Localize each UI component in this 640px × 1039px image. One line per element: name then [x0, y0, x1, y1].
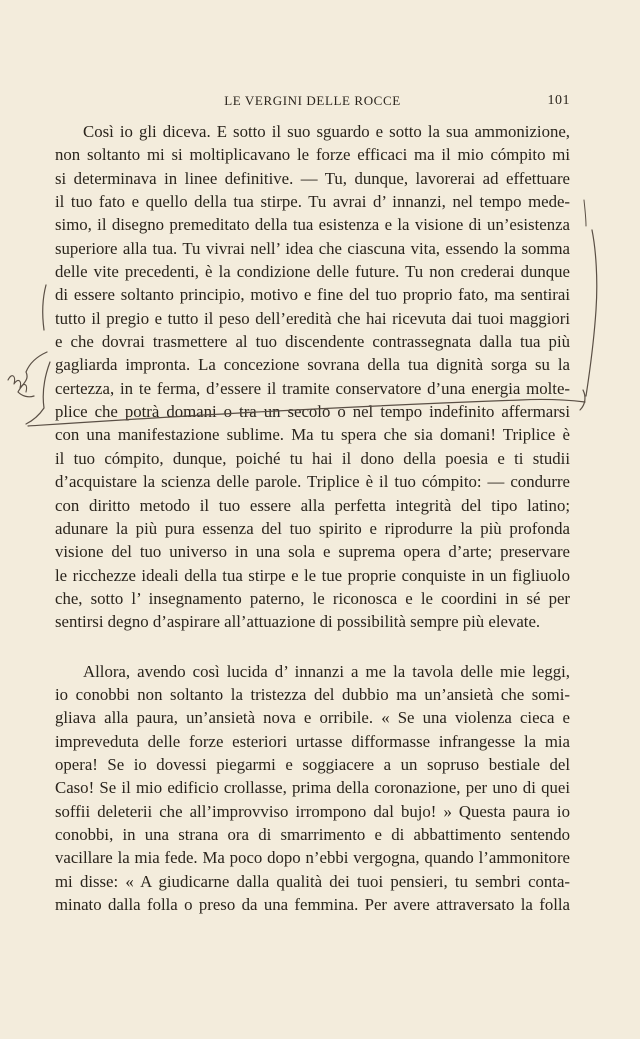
text-line: Caso! Se il mio edificio crollasse, prima della coronazione, per uno di quei [55, 778, 570, 798]
text-line: gliava alla paura, un’ansietà nova e orribile. « Se una violenza cieca e [55, 708, 570, 728]
text-line: vacillare la mia fede. Ma poco dopo n’ebbi vergogna, quando l’ammonitore [55, 848, 570, 868]
text-line: mi disse: « A giudicarne dalla qualità dei tuoi pensieri, tu sembri conta- [55, 871, 570, 891]
text-line: si determinava in linee definitive. — Tu, dunque, lavorerai ad effettuare [55, 168, 570, 188]
text-line: gagliarda impronta. La concezione sovrana della tua dignità sorga su la [55, 355, 570, 375]
text-line: le ricchezze ideali della tua stirpe e le tue proprie conquiste in un figliuolo [55, 565, 570, 585]
text-line: il tuo fato e quello della tua stirpe. Tu avrai d’ innanzi, nel tempo mede- [55, 192, 570, 212]
text-line: soffii deleterii che all’improvviso irrompono dal bujo! » Questa paura io [55, 801, 570, 821]
text-line: di essere soltanto principio, motivo e fine del tuo proprio fato, ma sentirai [55, 285, 570, 305]
text-line: adunare la più pura essenza del tuo spirito e riprodurre la più profonda [55, 518, 570, 538]
running-head [55, 93, 570, 113]
text-line: con una manifestazione sublime. Ma tu spera che sia domani! Triplice è [55, 425, 570, 445]
text-line: non soltanto mi si moltiplicavano le forze efficaci ma il mio cómpito mi [55, 145, 570, 165]
margin-scribble-mark [8, 376, 27, 392]
text-line: delle vite precedenti, è la condizione delle future. Tu non crederai dunque [55, 262, 570, 282]
text-line: che, sotto l’ insegnamento paterno, le riconosca e le coordini in sé per [55, 588, 570, 608]
text-line: tutto il pregio e tutto il peso dell’eredità che hai ricevuta dai tuoi maggiori [55, 308, 570, 328]
text-line: io conobbi non soltanto la tristezza del dubbio ma un’ansietà che somi- [55, 684, 570, 704]
paragraph-2 [55, 660, 570, 917]
text-line: con diritto metodo il tuo essere alla perfetta integrità del tipo latino; [55, 495, 570, 515]
text-line: simo, il disegno premeditato della tua esistenza e la visione di un’esistenza [55, 215, 570, 235]
text-line: visione del tuo universo in una sola e suprema opera d’arte; preservare [55, 542, 570, 562]
text-line: e che dovrai trasmettere al tuo discendente contrassegnata dalla tua più [55, 332, 570, 352]
paragraph-1 [55, 120, 570, 634]
right-short-mark [584, 200, 586, 226]
text-line: minato dalla folla o preso da una femmina. Per avere attraversato la folla [55, 895, 570, 914]
paragraph-gap [55, 634, 570, 660]
text-line: Così io gli diceva. E sotto il suo sguardo e sotto la sua ammonizione, [83, 122, 570, 141]
left-squiggle-mark [18, 352, 47, 397]
right-tick-mark [580, 390, 585, 410]
text-line: opera! Se io dovessi piegarmi e soggiacere a un sopruso bestiale del [55, 754, 570, 774]
text-line: conobbi, in una strana ora di smarrimento e di abbattimento sentendo [55, 824, 570, 844]
text-line: certezza, in te ferma, d’essere il tramite conservatore d’una energia molte- [55, 378, 570, 398]
page-number: 101 [547, 93, 570, 108]
text-line: Allora, avendo così lucida d’ innanzi a me la tavola delle mie leggi, [83, 661, 570, 681]
right-bracket-mark [586, 230, 597, 396]
text-line: superiore alla tua. Tu vivrai nell’ idea che ciascuna vita, essendo la somma [55, 238, 570, 258]
text-line: plice che potrà domani o tra un secolo o nel tempo indefinito affermarsi [55, 402, 570, 422]
left-bracket-mark [43, 285, 46, 330]
text-line: impreveduta delle forze esteriori urtasse difformasse infrangesse la mia [55, 731, 570, 751]
text-line: il tuo cómpito, dunque, poiché tu hai il dono della poesia e ti studii [55, 448, 570, 468]
left-curve-mark [26, 362, 50, 424]
body-text [55, 120, 570, 916]
text-line: d’acquistare la scienza delle parole. Triplice è il tuo cómpito: — condurre [55, 472, 570, 492]
text-line: sentirsi degno d’aspirare all’attuazione di possibilità sempre più elevate. [55, 612, 541, 632]
running-title: LE VERGINI DELLE ROCCE [224, 93, 401, 108]
